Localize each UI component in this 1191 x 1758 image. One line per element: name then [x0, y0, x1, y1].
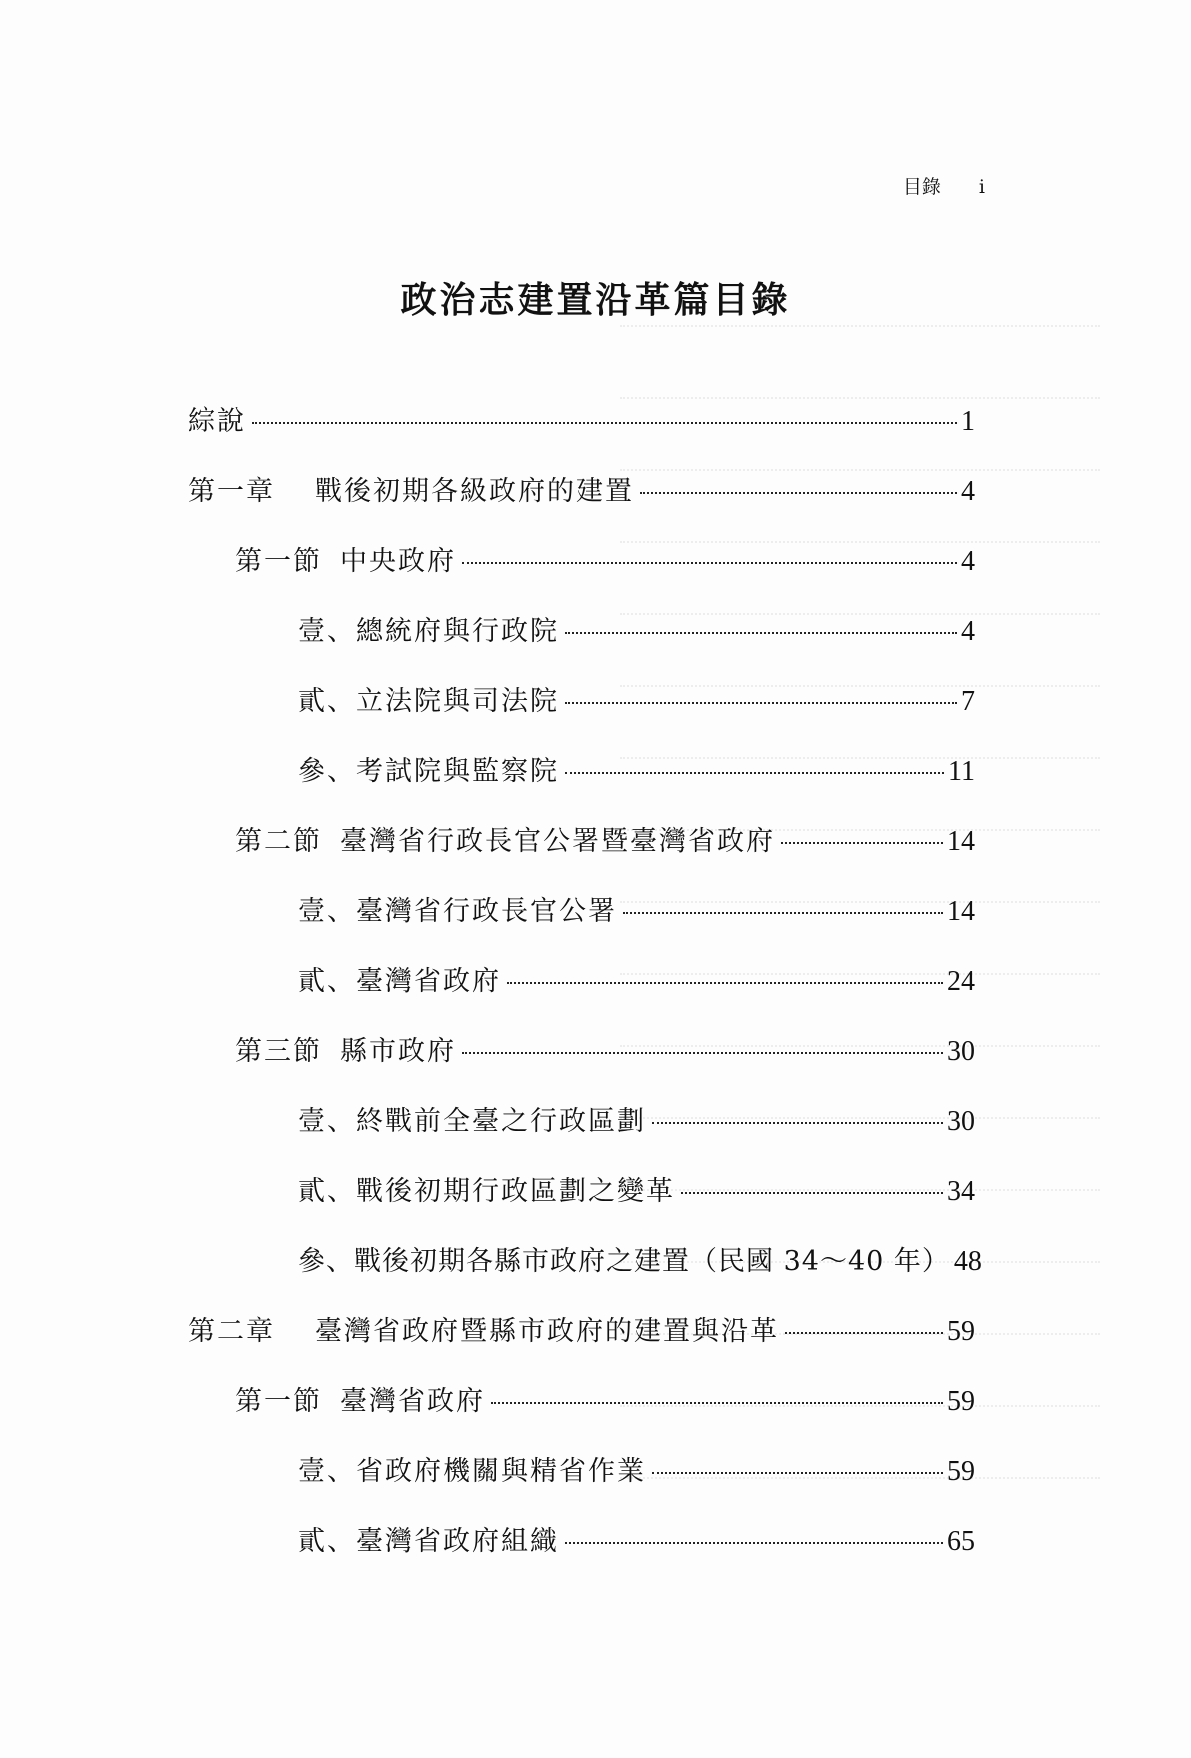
toc-entry-ch1-s1-item-2[interactable]	[298, 680, 975, 724]
dot-leader	[565, 632, 957, 634]
toc-entry-page: 4	[961, 546, 975, 577]
toc-entry-label: 綜說	[188, 406, 246, 437]
dot-leader	[640, 492, 957, 494]
toc-entry-label: 貳、立法院與司法院	[298, 686, 559, 717]
dot-leader	[681, 1192, 943, 1194]
toc-entry-ch2-s1-item-2[interactable]	[298, 1520, 975, 1564]
toc-entry-page: 4	[961, 476, 975, 507]
header-section: 目錄	[902, 176, 941, 198]
dot-leader	[652, 1472, 943, 1474]
toc-entry-page: 34	[947, 1176, 975, 1207]
dot-leader	[462, 1052, 943, 1054]
toc-entry-label: 戰後初期各級政府的建置	[315, 476, 634, 507]
toc-entry-number: 第二節	[235, 826, 322, 857]
dot-leader	[565, 772, 944, 774]
running-header	[0, 172, 985, 199]
toc-entry-page: 1	[961, 406, 975, 437]
toc-entry-ch1-section-2[interactable]	[235, 820, 975, 864]
toc-entry-ch1-s3-item-2[interactable]	[298, 1170, 975, 1214]
toc-entry-label: 參、戰後初期各縣市政府之建置（民國 34～40 年）	[298, 1246, 950, 1277]
toc-entry-label: 臺灣省政府	[340, 1386, 485, 1417]
dot-leader	[623, 912, 943, 914]
toc-entry-number: 第一節	[235, 546, 322, 577]
toc-entry-page: 7	[961, 686, 975, 717]
dot-leader	[652, 1122, 943, 1124]
toc-entry-label: 臺灣省行政長官公署暨臺灣省政府	[340, 826, 775, 857]
page-title: 政治志建置沿革篇目錄	[400, 279, 791, 321]
toc-entry-page: 30	[947, 1106, 975, 1137]
toc-entry-page: 30	[947, 1036, 975, 1067]
header-page-number: i	[978, 176, 985, 198]
toc-entry-page: 59	[947, 1386, 975, 1417]
dot-leader	[781, 842, 943, 844]
toc-entry-label: 縣市政府	[340, 1036, 456, 1067]
toc-entry-label: 中央政府	[340, 546, 456, 577]
toc-entry-chapter-1[interactable]	[188, 470, 975, 514]
toc-entry-ch1-section-3[interactable]	[235, 1030, 975, 1074]
toc-entry-label: 壹、終戰前全臺之行政區劃	[298, 1106, 646, 1137]
toc-entry-ch1-s3-item-1[interactable]	[298, 1100, 975, 1144]
dot-leader	[785, 1332, 943, 1334]
toc-entry-number: 第三節	[235, 1036, 322, 1067]
toc-entry-page: 59	[947, 1456, 975, 1487]
toc-entry-number: 第一章	[188, 476, 275, 507]
toc-entry-number: 第一節	[235, 1386, 322, 1417]
dot-leader	[252, 422, 957, 424]
toc-entry-page: 4	[961, 616, 975, 647]
toc-entry-page: 24	[947, 966, 975, 997]
toc-entry-chapter-2[interactable]	[188, 1310, 975, 1354]
toc-entry-page: 14	[947, 826, 975, 857]
toc-entry-label: 臺灣省政府暨縣市政府的建置與沿革	[315, 1316, 779, 1347]
toc-entry-ch2-s1-item-1[interactable]	[298, 1450, 975, 1494]
dot-leader	[462, 562, 957, 564]
dot-leader	[491, 1402, 943, 1404]
toc-entry-page: 11	[948, 756, 975, 787]
toc-entry-label: 壹、臺灣省行政長官公署	[298, 896, 617, 927]
toc-entry-page: 65	[947, 1526, 975, 1557]
dot-leader	[507, 982, 943, 984]
toc-entry-ch1-s1-item-1[interactable]	[298, 610, 975, 654]
toc-entry-page: 48	[953, 1246, 982, 1277]
toc-entry-label: 貳、臺灣省政府組織	[298, 1526, 559, 1557]
toc-entry-ch1-s2-item-1[interactable]	[298, 890, 975, 934]
toc-entry-label: 壹、總統府與行政院	[298, 616, 559, 647]
dot-leader	[565, 1542, 943, 1544]
toc-entry-ch1-section-1[interactable]	[235, 540, 975, 584]
toc-entry-label: 貳、戰後初期行政區劃之變革	[298, 1176, 675, 1207]
toc-entry-ch1-s3-item-3[interactable]	[298, 1240, 982, 1284]
toc-entry-label: 壹、省政府機關與精省作業	[298, 1456, 646, 1487]
toc-entry-label: 參、考試院與監察院	[298, 756, 559, 787]
toc-entry-label: 貳、臺灣省政府	[298, 966, 501, 997]
dot-leader	[565, 702, 957, 704]
toc-entry-ch1-s2-item-2[interactable]	[298, 960, 975, 1004]
toc-entry-overview[interactable]	[188, 400, 975, 444]
toc-entry-page: 14	[947, 896, 975, 927]
toc-entry-number: 第二章	[188, 1316, 275, 1347]
toc-entry-page: 59	[947, 1316, 975, 1347]
toc-entry-ch2-section-1[interactable]	[235, 1380, 975, 1424]
toc-entry-ch1-s1-item-3[interactable]	[298, 750, 975, 794]
